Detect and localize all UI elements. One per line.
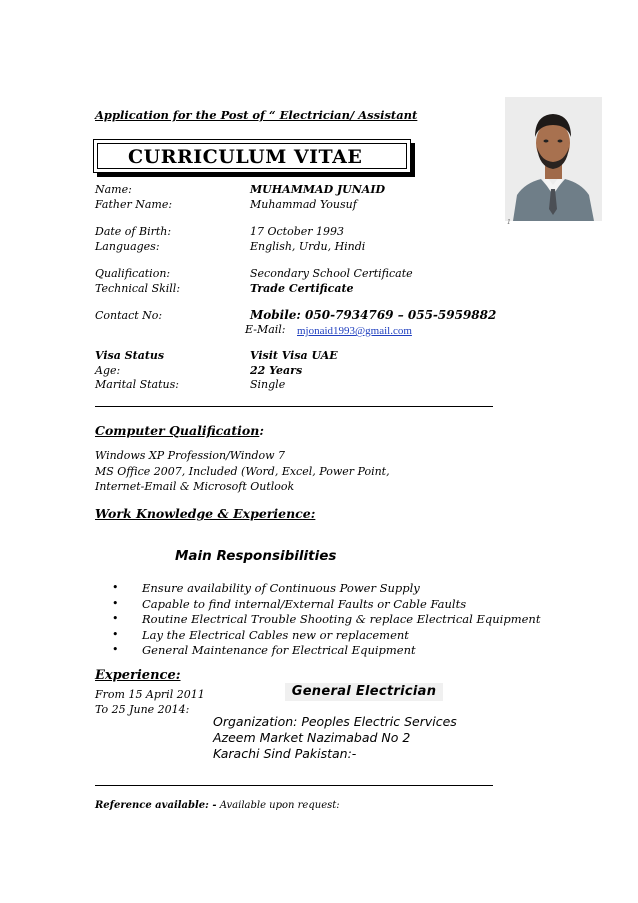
cv-title: CURRICULUM VITAE bbox=[128, 146, 363, 168]
computer-qualification-heading bbox=[95, 423, 264, 438]
age-value: 22 Years bbox=[250, 364, 303, 377]
bullet-icon: • bbox=[112, 596, 119, 610]
languages-value: English, Urdu, Hindi bbox=[250, 240, 366, 253]
age-label: Age: bbox=[95, 364, 121, 377]
technical-skill-label: Technical Skill: bbox=[95, 282, 181, 295]
name-label: Name: bbox=[95, 183, 132, 196]
person-photo-icon bbox=[505, 97, 602, 221]
divider-top bbox=[95, 406, 493, 407]
computer-line-1: Windows XP Profession/Window 7 bbox=[95, 449, 286, 462]
reference-value: Available upon request: bbox=[219, 800, 340, 811]
job-title: General Electrician bbox=[285, 683, 443, 701]
experience-from: From 15 April 2011 bbox=[95, 688, 205, 701]
computer-line-3: Internet-Email & Microsoft Outlook bbox=[95, 480, 295, 493]
main-responsibilities-heading: Main Responsibilities bbox=[175, 548, 337, 564]
divider-bottom bbox=[95, 785, 493, 786]
profile-photo bbox=[505, 97, 602, 221]
languages-label: Languages: bbox=[95, 240, 160, 253]
cv-title-box bbox=[93, 139, 411, 173]
dob-value: 17 October 1993 bbox=[250, 225, 345, 238]
marital-status-value: Single bbox=[250, 378, 286, 391]
reference-line bbox=[95, 800, 340, 811]
computer-qualification-heading-text: Computer Qualification bbox=[95, 423, 260, 438]
organization: Organization: Peoples Electric Services bbox=[213, 714, 457, 729]
photo-caption: 1 bbox=[507, 219, 511, 226]
bullet-icon: • bbox=[112, 643, 119, 656]
visa-status-label: Visa Status bbox=[95, 349, 165, 362]
bullet-icon: • bbox=[112, 612, 119, 625]
email-link[interactable]: mjonaid1993@gmail.com bbox=[297, 325, 412, 337]
dob-label: Date of Birth: bbox=[95, 225, 172, 238]
visa-status-value: Visit Visa UAE bbox=[250, 349, 338, 362]
responsibility-text: General Maintenance for Electrical Equipment bbox=[142, 643, 416, 657]
responsibility-text: Capable to find internal/External Faults or Cable Faults bbox=[142, 596, 467, 611]
qualification-label: Qualification: bbox=[95, 267, 171, 280]
father-name-label: Father Name: bbox=[95, 198, 173, 211]
reference-label: Reference available: - bbox=[95, 800, 217, 811]
experience-to: To 25 June 2014: bbox=[95, 703, 190, 716]
bullet-icon: • bbox=[112, 627, 119, 641]
experience-heading: Experience: bbox=[95, 668, 181, 683]
name-value: MUHAMMAD JUNAID bbox=[250, 183, 386, 196]
marital-status-label: Marital Status: bbox=[95, 378, 179, 391]
computer-qualification-colon: : bbox=[259, 423, 264, 438]
contact-label: Contact No: bbox=[95, 309, 163, 322]
email-label: E-Mail: bbox=[245, 323, 286, 336]
address-line-2: Karachi Sind Pakistan:- bbox=[213, 746, 357, 761]
contact-value: Mobile: 050-7934769 – 055-5959882 bbox=[250, 308, 497, 322]
responsibility-text: Lay the Electrical Cables new or replacement bbox=[142, 627, 409, 642]
responsibility-text: Routine Electrical Trouble Shooting & replace Electrical Equipment bbox=[142, 612, 541, 626]
qualification-value: Secondary School Certificate bbox=[250, 267, 413, 280]
technical-skill-value: Trade Certificate bbox=[250, 282, 354, 295]
computer-line-2: MS Office 2007, Included (Word, Excel, Power Point, bbox=[95, 465, 390, 478]
address-line-1: Azeem Market Nazimabad No 2 bbox=[213, 730, 411, 745]
father-name-value: Muhammad Yousuf bbox=[250, 198, 357, 211]
responsibility-text: Ensure availability of Continuous Power Supply bbox=[142, 581, 420, 595]
work-knowledge-heading: Work Knowledge & Experience: bbox=[95, 506, 316, 521]
bullet-icon: • bbox=[112, 581, 119, 594]
application-title: Application for the Post of “ Electrician/ Assistant bbox=[95, 108, 418, 122]
